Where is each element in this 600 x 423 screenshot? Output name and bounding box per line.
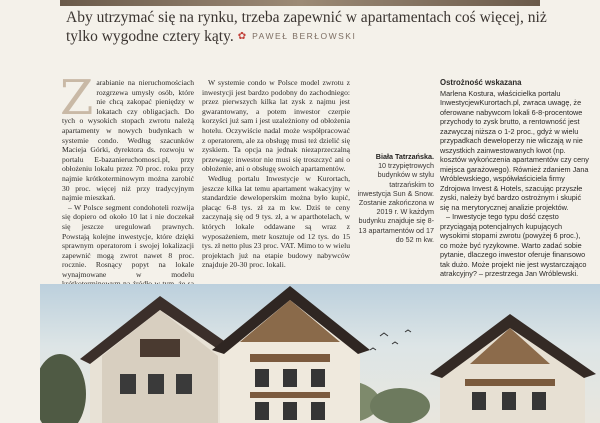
article-column-2 (202, 78, 350, 270)
byline: PAWEŁ BERŁOWSKI (252, 31, 357, 41)
caption-text: 10 trzypiętrowych budynków w stylu tatrzańskim to inwestycja Sun & Snow. Zostanie zakończona w 2019 r. W każdym budynku znajduje się 8-13 apartamentów od 17 do 52 m kw. (357, 161, 434, 244)
logo-mark-icon: ✿ (237, 31, 247, 42)
lead-text: Aby utrzymać się na rynku, trzeba zapewnić w apartamentach coś więcej, niż tylko wygodne cztery kąty. (66, 9, 547, 45)
box-title: Ostrożność wskazana (440, 78, 522, 87)
drop-cap: Z (60, 70, 94, 126)
top-photo-strip (60, 0, 540, 6)
paragraph: – Inwestycje tego typu dość często przyciągają potencjalnych kupujących wysokimi stopami zwrotu (powyżej 6 proc.), co może być ryzykowne. Warto zadać sobie pytanie, dlaczego inwestor oferuje finansowo tak dużo. Może projekt nie jest wystarczająco atrakcyjny? – przestrzega Jan Wróblewski. (440, 212, 587, 279)
photo-caption (356, 152, 434, 244)
paragraph: Zarabianie na nieruchomościach rozgrzewa umysły osób, które nie chcą zakopać pieniędzy w lokatach czy obligacjach. Do tych o wysokich stopach zwrotu należą apartamenty w nowych budynkach w systemie condo. Według szacunków Macieja Górki, dyrektora ds. rozwoju w portalu E-bazanieruchomosci.pl, przy obłożeniu lokalu przez 70 proc. roku przy najmie krótkoterminowym można zarobić 30 proc. więcej niż przy tradycyjnym najmie mieszkań. (60, 70, 194, 203)
paragraph: W systemie condo w Polsce model zwrotu z inwestycji jest bardzo podobny do zachodniego: przez pierwszych kilka lat zysk z najmu jest gwarantowany, a potem inwestor czerpie korzyści już sam i jest uzależniony od obłożenia hotelu. Oczywiście nadal może współpracować z operatorem, ale za obsługę musi też dzielić się zyskiem. Ta opcja na jednak niezaprzeczalną przewagę: inwestor nie musi się troszczyć ani o obłożenie, ani o obsługę swoich apartamentów. (202, 78, 350, 174)
building-photo (40, 284, 600, 423)
paragraph: Według portalu Inwestycje w Kurortach, jeszcze kilka lat temu apartament wakacyjny w standardzie deweloperskim można było kupić, płacąc 6-8 tys. zł za m kw. Dziś te ceny zaczynają się od 9 tys. zł, a w aparthotelach, w których lokale oddawane są wraz z wyposażeniem, metr kosztuje od 12 tys. do 15 tys. zł netto plus 23 proc. VAT. Mimo to w wielu projektach już na etapie budowy nabywców znajduje 20-30 proc. lokali. (202, 173, 350, 270)
article-column-1 (60, 70, 194, 318)
paragraph: – W Polsce segment condohoteli rozwija się dopiero od około 10 lat i nie doczekał się jeszcze uregulowań prawnych. Powstają kolejne inwestycje, które dzięki sprawnym operatorom i swojej lokalizacji zapewnić mogą zwrot nawet 8 proc. rocznie. Rosnący popyt na lokale wynajmowane w modelu (62, 202, 194, 279)
sidebar-box (440, 78, 590, 279)
chalet-illustration (40, 284, 600, 423)
caption-title: Biała Tatrzańska. (375, 152, 434, 161)
lead-paragraph (66, 8, 566, 46)
paragraph: Marlena Kostura, właścicielka portalu InwestycjewKurortach.pl, zwraca uwagę, że oferowane nabywcom lokali 6-8-procentowe przychody to zysk brutto, a rentowność jest zazwyczaj niższa o 1-2 proc., gdyż w wielu przypadkach deweloperzy nie wliczają w nie wszystkich zainwestowanych kwot (np. kosztów wykończenia apartamentów czy ceny miejsca garażowego). Również zdaniem Jana Wróblewskiego, współwłaściciela firmy Zdrojowa Invest & Hotels, szacując przyszłe zyski, należy być bardzo ostrożnym i skupić się na merytorycznej analizie projektów. (440, 88, 589, 212)
